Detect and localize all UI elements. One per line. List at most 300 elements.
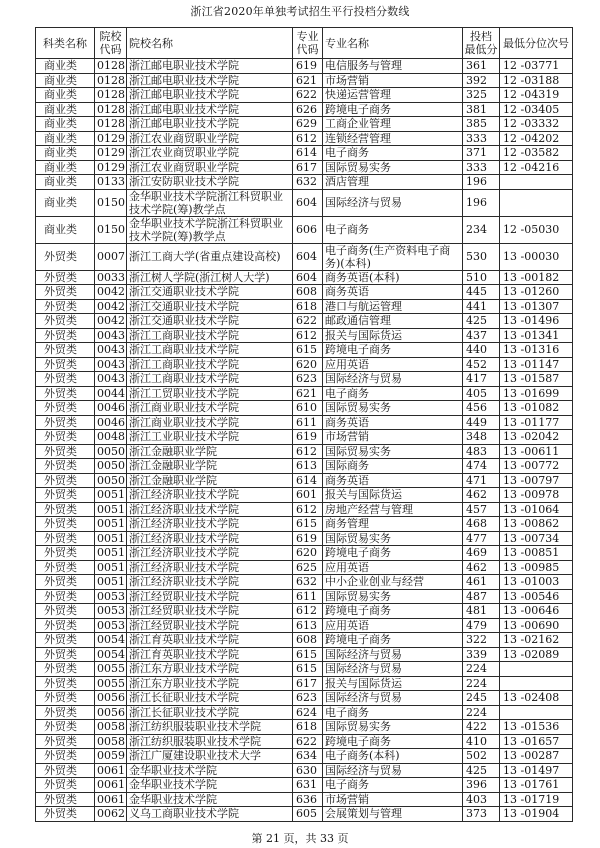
- major-code-cell: 612: [293, 502, 323, 517]
- min-score-cell: 425: [463, 314, 500, 329]
- major-code-cell: 622: [293, 314, 323, 329]
- school-name-cell: 浙江商业职业技术学院: [127, 415, 293, 430]
- major-code-cell: 617: [293, 676, 323, 691]
- table-row: [36, 749, 573, 764]
- min-score-cell: 487: [463, 589, 500, 604]
- category-cell: 外贸类: [36, 243, 95, 270]
- table-row: [36, 131, 573, 146]
- category-cell: 外贸类: [36, 314, 95, 329]
- header-school-name: 院校名称: [127, 28, 293, 59]
- min-score-cell: 245: [463, 691, 500, 706]
- school-code-cell: 0051: [95, 560, 127, 575]
- rank-cell: 13 -00690: [500, 618, 573, 633]
- school-code-cell: 0053: [95, 618, 127, 633]
- school-name-cell: 金华职业技术学院浙江科贸职业技术学院(筹)教学点: [127, 216, 293, 243]
- major-code-cell: 626: [293, 102, 323, 117]
- major-code-cell: 630: [293, 763, 323, 778]
- major-name-cell: 报关与国际货运: [323, 676, 463, 691]
- major-code-cell: 611: [293, 589, 323, 604]
- school-name-cell: 浙江广厦建设职业技术大学: [127, 749, 293, 764]
- category-cell: 外贸类: [36, 473, 95, 488]
- table-row: [36, 444, 573, 459]
- major-name-cell: 电子商务(生产资料电子商务)(本科): [323, 243, 463, 270]
- school-code-cell: 0061: [95, 763, 127, 778]
- category-cell: 外贸类: [36, 691, 95, 706]
- table-row: [36, 531, 573, 546]
- major-code-cell: 619: [293, 531, 323, 546]
- rank-cell: 13 -00546: [500, 589, 573, 604]
- major-name-cell: 电子商务: [323, 216, 463, 243]
- category-cell: 商业类: [36, 189, 95, 216]
- school-code-cell: 0043: [95, 372, 127, 387]
- category-cell: 外贸类: [36, 720, 95, 735]
- school-code-cell: 0043: [95, 357, 127, 372]
- table-row: [36, 705, 573, 720]
- table-row: [36, 59, 573, 74]
- school-code-cell: 0044: [95, 386, 127, 401]
- category-cell: 外贸类: [36, 285, 95, 300]
- category-cell: 外贸类: [36, 459, 95, 474]
- rank-cell: 13 -01587: [500, 372, 573, 387]
- rank-cell: 13 -00772: [500, 459, 573, 474]
- school-name-cell: 浙江经贸职业技术学院: [127, 618, 293, 633]
- rank-cell: 13 -01177: [500, 415, 573, 430]
- table-row: [36, 372, 573, 387]
- major-code-cell: 608: [293, 285, 323, 300]
- major-code-cell: 614: [293, 146, 323, 161]
- school-code-cell: 0061: [95, 778, 127, 793]
- rank-cell: [500, 662, 573, 677]
- major-name-cell: 报关与国际货运: [323, 488, 463, 503]
- major-code-cell: 623: [293, 372, 323, 387]
- major-name-cell: 应用英语: [323, 618, 463, 633]
- major-name-cell: 国际经济与贸易: [323, 647, 463, 662]
- school-code-cell: 0050: [95, 473, 127, 488]
- min-score-cell: 502: [463, 749, 500, 764]
- header-min-score: 投档 最低分: [463, 28, 500, 59]
- category-cell: 外贸类: [36, 415, 95, 430]
- major-name-cell: 国际商务: [323, 459, 463, 474]
- table-row: [36, 488, 573, 503]
- school-name-cell: 义乌工商职业技术学院: [127, 807, 293, 822]
- school-code-cell: 0054: [95, 647, 127, 662]
- category-cell: 外贸类: [36, 647, 95, 662]
- school-name-cell: 浙江邮电职业技术学院: [127, 59, 293, 74]
- major-name-cell: 跨境电子商务: [323, 343, 463, 358]
- major-name-cell: 电子商务: [323, 386, 463, 401]
- category-cell: 外贸类: [36, 502, 95, 517]
- major-name-cell: 工商企业管理: [323, 117, 463, 132]
- major-name-cell: 报关与国际货运: [323, 328, 463, 343]
- min-score-cell: 437: [463, 328, 500, 343]
- category-cell: 外贸类: [36, 372, 95, 387]
- table-row: [36, 117, 573, 132]
- rank-cell: 13 -01082: [500, 401, 573, 416]
- school-name-cell: 浙江经济职业技术学院: [127, 575, 293, 590]
- school-name-cell: 浙江工商职业技术学院: [127, 328, 293, 343]
- school-name-cell: 浙江交通职业技术学院: [127, 299, 293, 314]
- major-code-cell: 605: [293, 807, 323, 822]
- school-name-cell: 金华职业技术学院: [127, 792, 293, 807]
- min-score-cell: 196: [463, 175, 500, 190]
- table-row: [36, 792, 573, 807]
- school-name-cell: 浙江邮电职业技术学院: [127, 102, 293, 117]
- rank-cell: 12 -04216: [500, 160, 573, 175]
- major-name-cell: 国际贸易实务: [323, 589, 463, 604]
- school-name-cell: 浙江经济职业技术学院: [127, 488, 293, 503]
- min-score-cell: 396: [463, 778, 500, 793]
- major-code-cell: 614: [293, 473, 323, 488]
- category-cell: 外贸类: [36, 633, 95, 648]
- min-score-cell: 348: [463, 430, 500, 445]
- school-code-cell: 0043: [95, 343, 127, 358]
- category-cell: 外贸类: [36, 343, 95, 358]
- table-row: [36, 734, 573, 749]
- school-name-cell: 浙江邮电职业技术学院: [127, 73, 293, 88]
- school-name-cell: 浙江长征职业技术学院: [127, 691, 293, 706]
- school-code-cell: 0128: [95, 117, 127, 132]
- table-row: [36, 560, 573, 575]
- category-cell: 外贸类: [36, 270, 95, 285]
- major-code-cell: 636: [293, 792, 323, 807]
- school-code-cell: 0128: [95, 73, 127, 88]
- table-row: [36, 88, 573, 103]
- rank-cell: [500, 189, 573, 216]
- table-row: [36, 647, 573, 662]
- school-name-cell: 浙江交通职业技术学院: [127, 285, 293, 300]
- school-name-cell: 浙江商业职业技术学院: [127, 401, 293, 416]
- major-name-cell: 跨境电子商务: [323, 633, 463, 648]
- category-cell: 外贸类: [36, 546, 95, 561]
- school-name-cell: 浙江经济职业技术学院: [127, 531, 293, 546]
- rank-cell: 13 -00646: [500, 604, 573, 619]
- school-code-cell: 0033: [95, 270, 127, 285]
- school-name-cell: 浙江经济职业技术学院: [127, 546, 293, 561]
- table-row: [36, 575, 573, 590]
- major-code-cell: 634: [293, 749, 323, 764]
- category-cell: 外贸类: [36, 328, 95, 343]
- min-score-cell: 381: [463, 102, 500, 117]
- min-score-cell: 322: [463, 633, 500, 648]
- header-major-name: 专业名称: [323, 28, 463, 59]
- category-cell: 外贸类: [36, 531, 95, 546]
- major-name-cell: 连锁经营管理: [323, 131, 463, 146]
- min-score-cell: 445: [463, 285, 500, 300]
- rank-cell: 13 -02042: [500, 430, 573, 445]
- rank-cell: 12 -03771: [500, 59, 573, 74]
- major-name-cell: 跨境电子商务: [323, 734, 463, 749]
- table-row: [36, 691, 573, 706]
- table-row: [36, 285, 573, 300]
- rank-cell: 13 -00862: [500, 517, 573, 532]
- major-name-cell: 市场营销: [323, 792, 463, 807]
- table-row: [36, 662, 573, 677]
- min-score-cell: 333: [463, 160, 500, 175]
- category-cell: 外贸类: [36, 488, 95, 503]
- table-row: [36, 314, 573, 329]
- min-score-cell: 392: [463, 73, 500, 88]
- school-name-cell: 浙江农业商贸职业学院: [127, 131, 293, 146]
- major-name-cell: 商务英语: [323, 473, 463, 488]
- school-code-cell: 0055: [95, 662, 127, 677]
- header-category: 科类名称: [36, 28, 95, 59]
- school-code-cell: 0056: [95, 691, 127, 706]
- school-name-cell: 浙江农业商贸职业学院: [127, 146, 293, 161]
- table-row: [36, 328, 573, 343]
- major-name-cell: 房地产经营与管理: [323, 502, 463, 517]
- category-cell: 商业类: [36, 59, 95, 74]
- rank-cell: 13 -01316: [500, 343, 573, 358]
- table-row: [36, 243, 573, 270]
- rank-cell: 13 -01307: [500, 299, 573, 314]
- major-code-cell: 619: [293, 430, 323, 445]
- rank-cell: 13 -01497: [500, 763, 573, 778]
- min-score-cell: 477: [463, 531, 500, 546]
- category-cell: 外贸类: [36, 792, 95, 807]
- min-score-cell: 417: [463, 372, 500, 387]
- school-code-cell: 0056: [95, 705, 127, 720]
- major-name-cell: 国际经济与贸易: [323, 189, 463, 216]
- school-name-cell: 浙江金融职业学院: [127, 444, 293, 459]
- table-row: [36, 357, 573, 372]
- min-score-cell: 403: [463, 792, 500, 807]
- rank-cell: 13 -00611: [500, 444, 573, 459]
- school-code-cell: 0128: [95, 88, 127, 103]
- min-score-cell: 483: [463, 444, 500, 459]
- major-code-cell: 632: [293, 175, 323, 190]
- major-name-cell: 电子商务: [323, 705, 463, 720]
- school-code-cell: 0050: [95, 444, 127, 459]
- school-code-cell: 0046: [95, 401, 127, 416]
- school-code-cell: 0053: [95, 604, 127, 619]
- header-row: [36, 28, 573, 59]
- school-name-cell: 浙江工商职业技术学院: [127, 343, 293, 358]
- school-name-cell: 浙江农业商贸职业学院: [127, 160, 293, 175]
- rank-cell: [500, 175, 573, 190]
- major-code-cell: 620: [293, 546, 323, 561]
- school-code-cell: 0050: [95, 459, 127, 474]
- table-row: [36, 604, 573, 619]
- major-name-cell: 市场营销: [323, 73, 463, 88]
- category-cell: 商业类: [36, 73, 95, 88]
- table-row: [36, 517, 573, 532]
- major-code-cell: 629: [293, 117, 323, 132]
- min-score-cell: 440: [463, 343, 500, 358]
- major-name-cell: 国际贸易实务: [323, 160, 463, 175]
- school-name-cell: 浙江金融职业学院: [127, 473, 293, 488]
- school-name-cell: 浙江纺织服装职业技术学院: [127, 734, 293, 749]
- min-score-cell: 405: [463, 386, 500, 401]
- school-code-cell: 0048: [95, 430, 127, 445]
- school-name-cell: 浙江经贸职业技术学院: [127, 589, 293, 604]
- category-cell: 外贸类: [36, 357, 95, 372]
- major-code-cell: 621: [293, 386, 323, 401]
- category-cell: 外贸类: [36, 604, 95, 619]
- rank-cell: 12 -04202: [500, 131, 573, 146]
- major-name-cell: 跨境电子商务: [323, 546, 463, 561]
- category-cell: 外贸类: [36, 778, 95, 793]
- school-code-cell: 0129: [95, 160, 127, 175]
- major-code-cell: 619: [293, 59, 323, 74]
- school-code-cell: 0051: [95, 502, 127, 517]
- rank-cell: 13 -01003: [500, 575, 573, 590]
- table-row: [36, 175, 573, 190]
- rank-cell: 13 -00985: [500, 560, 573, 575]
- min-score-cell: 224: [463, 705, 500, 720]
- min-score-cell: 373: [463, 807, 500, 822]
- rank-cell: 12 -05030: [500, 216, 573, 243]
- table-row: [36, 430, 573, 445]
- table-row: [36, 73, 573, 88]
- category-cell: 商业类: [36, 146, 95, 161]
- major-name-cell: 国际经济与贸易: [323, 691, 463, 706]
- major-name-cell: 港口与航运管理: [323, 299, 463, 314]
- min-score-cell: 474: [463, 459, 500, 474]
- min-score-cell: 234: [463, 216, 500, 243]
- major-name-cell: 国际经济与贸易: [323, 372, 463, 387]
- school-code-cell: 0051: [95, 517, 127, 532]
- table-row: [36, 189, 573, 216]
- major-name-cell: 跨境电子商务: [323, 604, 463, 619]
- school-name-cell: 浙江育英职业技术学院: [127, 633, 293, 648]
- major-name-cell: 电子商务: [323, 778, 463, 793]
- school-name-cell: 浙江经济职业技术学院: [127, 560, 293, 575]
- min-score-cell: 224: [463, 676, 500, 691]
- school-code-cell: 0042: [95, 285, 127, 300]
- school-code-cell: 0129: [95, 146, 127, 161]
- major-name-cell: 商务英语: [323, 285, 463, 300]
- table-row: [36, 807, 573, 822]
- school-name-cell: 浙江工商职业技术学院: [127, 357, 293, 372]
- rank-cell: 13 -00287: [500, 749, 573, 764]
- school-name-cell: 金华职业技术学院: [127, 763, 293, 778]
- school-name-cell: 浙江东方职业技术学院: [127, 662, 293, 677]
- category-cell: 商业类: [36, 117, 95, 132]
- table-row: [36, 676, 573, 691]
- table-row: [36, 216, 573, 243]
- major-code-cell: 601: [293, 488, 323, 503]
- table-row: [36, 618, 573, 633]
- category-cell: 外贸类: [36, 807, 95, 822]
- major-code-cell: 621: [293, 73, 323, 88]
- category-cell: 外贸类: [36, 575, 95, 590]
- school-code-cell: 0007: [95, 243, 127, 270]
- school-name-cell: 浙江工贸职业技术学院: [127, 386, 293, 401]
- rank-cell: 13 -00182: [500, 270, 573, 285]
- category-cell: 商业类: [36, 102, 95, 117]
- major-code-cell: 615: [293, 517, 323, 532]
- school-code-cell: 0043: [95, 328, 127, 343]
- school-code-cell: 0062: [95, 807, 127, 822]
- table-row: [36, 473, 573, 488]
- major-code-cell: 608: [293, 633, 323, 648]
- table-row: [36, 459, 573, 474]
- header-rank: 最低分位次号: [500, 28, 573, 59]
- major-name-cell: 电子商务: [323, 146, 463, 161]
- min-score-cell: 457: [463, 502, 500, 517]
- category-cell: 外贸类: [36, 618, 95, 633]
- major-code-cell: 625: [293, 560, 323, 575]
- min-score-cell: 361: [463, 59, 500, 74]
- school-name-cell: 浙江邮电职业技术学院: [127, 117, 293, 132]
- school-code-cell: 0150: [95, 189, 127, 216]
- rank-cell: 13 -02162: [500, 633, 573, 648]
- major-code-cell: 604: [293, 270, 323, 285]
- major-code-cell: 622: [293, 88, 323, 103]
- rank-cell: 13 -01904: [500, 807, 573, 822]
- school-code-cell: 0053: [95, 589, 127, 604]
- school-code-cell: 0129: [95, 131, 127, 146]
- major-code-cell: 615: [293, 343, 323, 358]
- min-score-cell: 325: [463, 88, 500, 103]
- min-score-cell: 333: [463, 131, 500, 146]
- school-name-cell: 浙江工商大学(省重点建设高校): [127, 243, 293, 270]
- min-score-cell: 410: [463, 734, 500, 749]
- school-code-cell: 0042: [95, 314, 127, 329]
- min-score-cell: 468: [463, 517, 500, 532]
- school-name-cell: 浙江东方职业技术学院: [127, 676, 293, 691]
- category-cell: 外贸类: [36, 444, 95, 459]
- table-body: [36, 59, 573, 822]
- rank-cell: 13 -00797: [500, 473, 573, 488]
- table-row: [36, 102, 573, 117]
- rank-cell: 13 -01260: [500, 285, 573, 300]
- min-score-cell: 469: [463, 546, 500, 561]
- rank-cell: 13 -01341: [500, 328, 573, 343]
- school-code-cell: 0055: [95, 676, 127, 691]
- major-code-cell: 612: [293, 444, 323, 459]
- rank-cell: 13 -00978: [500, 488, 573, 503]
- table-row: [36, 415, 573, 430]
- major-name-cell: 商务英语(本科): [323, 270, 463, 285]
- school-code-cell: 0054: [95, 633, 127, 648]
- major-name-cell: 商务英语: [323, 415, 463, 430]
- category-cell: 外贸类: [36, 705, 95, 720]
- major-name-cell: 市场营销: [323, 430, 463, 445]
- major-code-cell: 604: [293, 189, 323, 216]
- school-name-cell: 浙江金融职业学院: [127, 459, 293, 474]
- major-code-cell: 613: [293, 618, 323, 633]
- table-row: [36, 401, 573, 416]
- table-row: [36, 160, 573, 175]
- category-cell: 商业类: [36, 160, 95, 175]
- school-name-cell: 金华职业技术学院浙江科贸职业技术学院(筹)教学点: [127, 189, 293, 216]
- rank-cell: 13 -00734: [500, 531, 573, 546]
- school-code-cell: 0058: [95, 734, 127, 749]
- school-code-cell: 0042: [95, 299, 127, 314]
- rank-cell: 12 -04319: [500, 88, 573, 103]
- rank-cell: 13 -01496: [500, 314, 573, 329]
- rank-cell: [500, 705, 573, 720]
- rank-cell: [500, 676, 573, 691]
- major-code-cell: 615: [293, 647, 323, 662]
- table-row: [36, 343, 573, 358]
- min-score-cell: 422: [463, 720, 500, 735]
- major-name-cell: 电信服务与管理: [323, 59, 463, 74]
- major-code-cell: 604: [293, 243, 323, 270]
- min-score-cell: 449: [463, 415, 500, 430]
- table-row: [36, 386, 573, 401]
- category-cell: 外贸类: [36, 749, 95, 764]
- min-score-cell: 479: [463, 618, 500, 633]
- category-cell: 外贸类: [36, 299, 95, 314]
- school-code-cell: 0133: [95, 175, 127, 190]
- table-row: [36, 546, 573, 561]
- school-code-cell: 0051: [95, 546, 127, 561]
- table-row: [36, 778, 573, 793]
- major-name-cell: 应用英语: [323, 357, 463, 372]
- category-cell: 外贸类: [36, 589, 95, 604]
